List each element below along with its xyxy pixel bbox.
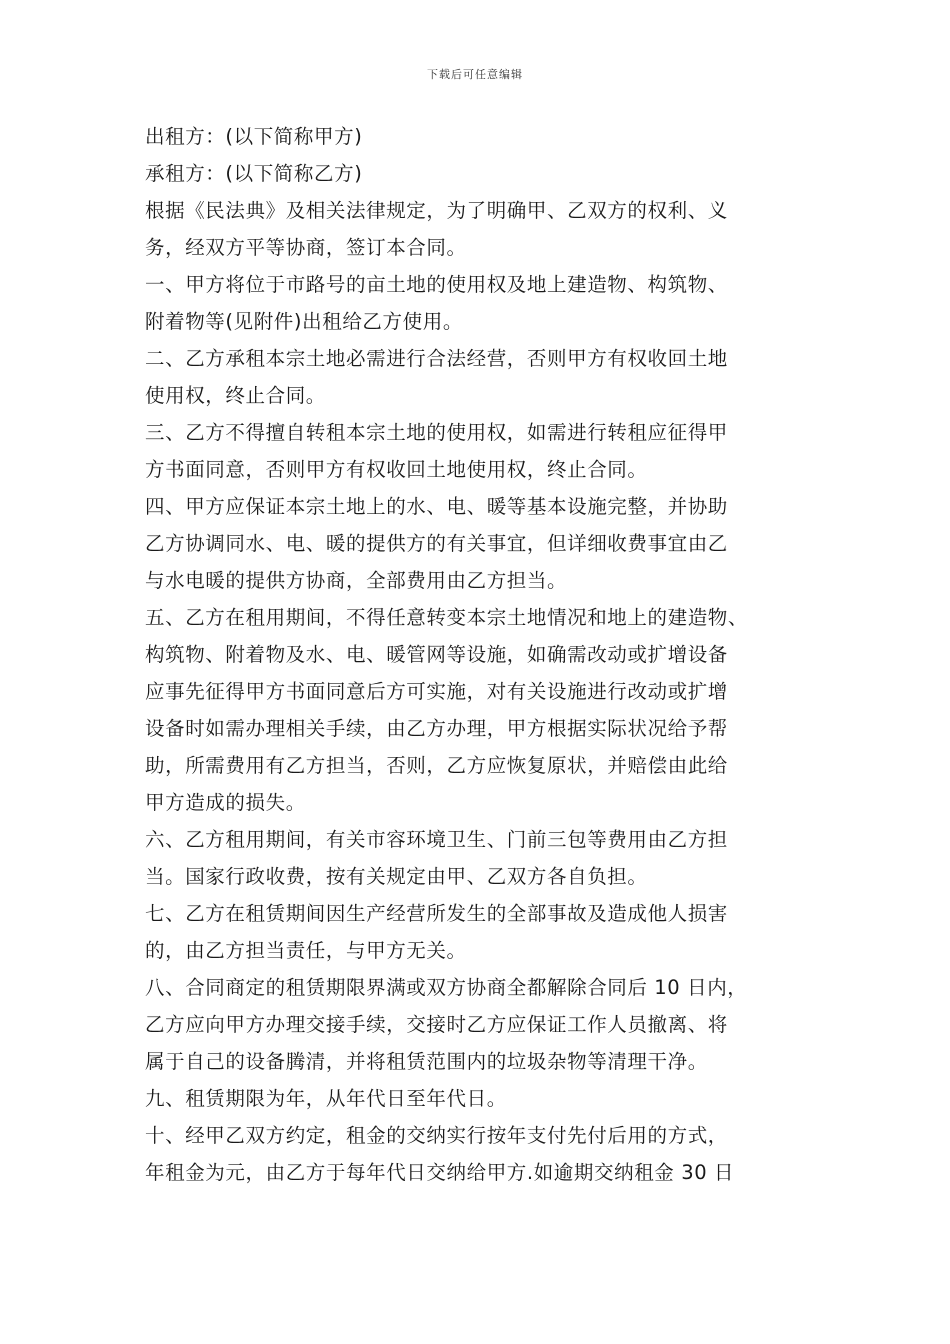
text-line: 甲方造成的损失。: [145, 791, 306, 814]
text-line: 八、合同商定的租赁期限界满或双方协商全都解除合同后 10 日内，: [145, 976, 748, 999]
text-line: 设备时如需办理相关手续，由乙方办理，甲方根据实际状况给予帮: [145, 717, 728, 740]
contract-body: [145, 118, 825, 1191]
text-line: 年租金为元，由乙方于每年代日交纳给甲方.如逾期交纳租金 30 日: [145, 1161, 735, 1184]
text-line: 的，由乙方担当责任，与甲方无关。: [145, 939, 467, 962]
header-note: 下载后可任意编辑: [427, 68, 523, 81]
text-line: 一、甲方将位于市路号的亩土地的使用权及地上建造物、构筑物、: [145, 273, 728, 296]
text-line: 属于自己的设备腾清，并将租赁范围内的垃圾杂物等清理干净。: [145, 1050, 708, 1073]
text-line: 务，经双方平等协商，签订本合同。: [145, 236, 467, 259]
text-line: 三、乙方不得擅自转租本宗土地的使用权，如需进行转租应征得甲: [145, 421, 728, 444]
text-line: 二、乙方承租本宗土地必需进行合法经营，否则甲方有权收回土地: [145, 347, 728, 370]
text-line: 乙方协调同水、电、暖的提供方的有关事宜，但详细收费事宜由乙: [145, 532, 728, 555]
text-line: 四、甲方应保证本宗土地上的水、电、暖等基本设施完整，并协助: [145, 495, 728, 518]
text-line: 乙方应向甲方办理交接手续，交接时乙方应保证工作人员撤离、将: [145, 1013, 728, 1036]
text-line: 附着物等(见附件)出租给乙方使用。: [145, 310, 463, 333]
text-line: 十、经甲乙双方约定，租金的交纳实行按年支付先付后用的方式，: [145, 1124, 728, 1147]
text-line: 七、乙方在租赁期间因生产经营所发生的全部事故及造成他人损害: [145, 902, 728, 925]
text-line: 出租方：(以下简称甲方): [145, 125, 363, 148]
text-line: 使用权，终止合同。: [145, 384, 326, 407]
text-line: 应事先征得甲方书面同意后方可实施，对有关设施进行改动或扩增: [145, 680, 728, 703]
text-line: 五、乙方在租用期间，不得任意转变本宗土地情况和地上的建造物、: [145, 606, 749, 629]
text-line: 与水电暖的提供方协商，全部费用由乙方担当。: [145, 569, 568, 592]
text-line: 方书面同意，否则甲方有权收回土地使用权，终止合同。: [145, 458, 648, 481]
text-line: 构筑物、附着物及水、电、暖管网等设施，如确需改动或扩增设备: [145, 643, 728, 666]
text-line: 根据《民法典》及相关法律规定，为了明确甲、乙双方的权利、义: [145, 199, 728, 222]
text-line: 助，所需费用有乙方担当，否则，乙方应恢复原状，并赔偿由此给: [145, 754, 728, 777]
text-line: 六、乙方租用期间，有关市容环境卫生、门前三包等费用由乙方担: [145, 828, 728, 851]
text-line: 九、租赁期限为年，从年代日至年代日。: [145, 1087, 507, 1110]
text-line: 承租方：(以下简称乙方): [145, 162, 363, 185]
text-line: 当。国家行政收费，按有关规定由甲、乙双方各自负担。: [145, 865, 648, 888]
